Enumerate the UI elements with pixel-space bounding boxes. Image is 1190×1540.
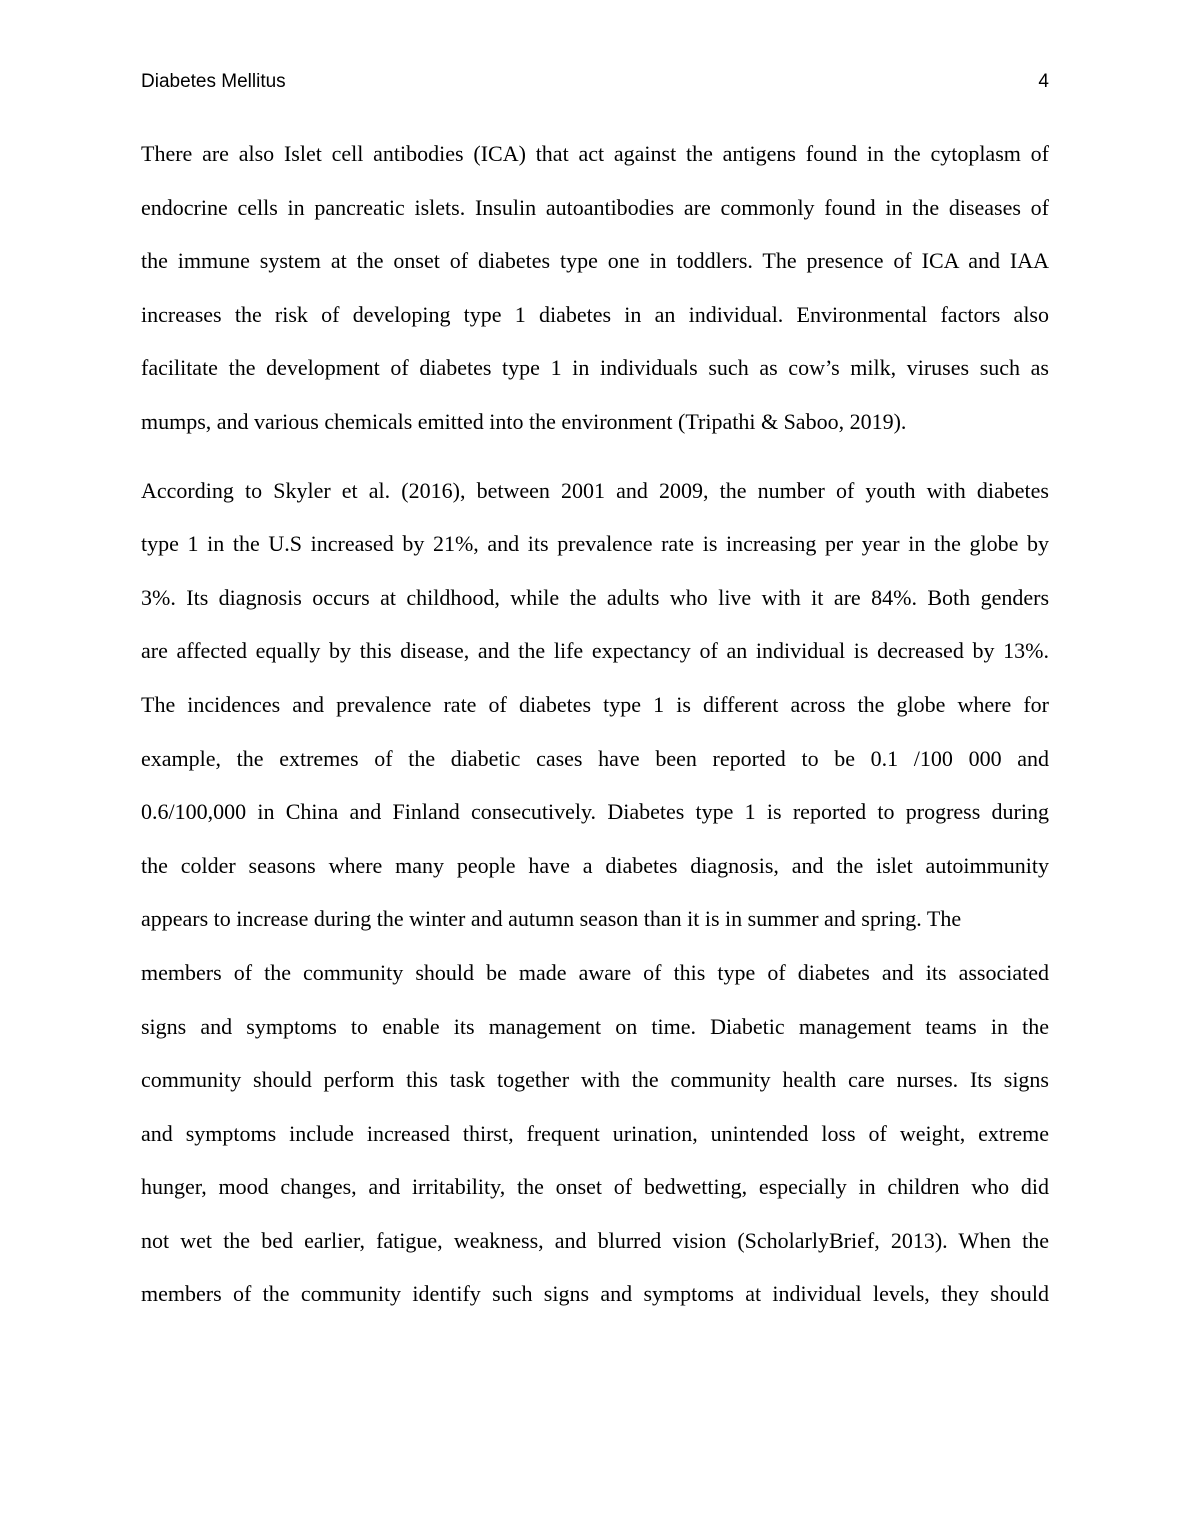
paragraph [141, 946, 1049, 1321]
text-line: and symptoms include increased thirst, frequent urination, unintended loss of weight, extreme [141, 1120, 1049, 1146]
text-line: members of the community identify such signs and symptoms at individual levels, they should [141, 1281, 1049, 1307]
paragraph [141, 127, 1049, 449]
text-line: 0.6/100,000 in China and Finland consecutively. Diabetes type 1 is reported to progress during [141, 799, 1049, 825]
text-line: members of the community should be made aware of this type of diabetes and its associated [141, 959, 1049, 985]
text-line: increases the risk of developing type 1 diabetes in an individual. Environmental factors also [141, 301, 1049, 327]
paragraph-spacer [141, 449, 1049, 464]
text-line: appears to increase during the winter and autumn season than it is in summer and spring. The [141, 906, 962, 932]
text-line: signs and symptoms to enable its management on time. Diabetic management teams in the [141, 1013, 1049, 1039]
text-line: are affected equally by this disease, and the life expectancy of an individual is decreased by 13%. [141, 638, 1049, 664]
text-line: type 1 in the U.S increased by 21%, and its prevalence rate is increasing per year in the globe by [141, 531, 1049, 557]
paragraph [141, 464, 1049, 946]
text-line: mumps, and various chemicals emitted into the environment (Tripathi & Saboo, 2019). [141, 408, 907, 434]
text-line: community should perform this task together with the community health care nurses. Its signs [141, 1067, 1049, 1093]
text-line: the immune system at the onset of diabetes type one in toddlers. The presence of ICA and IAA [141, 248, 1049, 274]
text-line: the colder seasons where many people have a diabetes diagnosis, and the islet autoimmunity [141, 852, 1049, 878]
text-line: According to Skyler et al. (2016), between 2001 and 2009, the number of youth with diabetes [141, 477, 1049, 503]
header-title: Diabetes Mellitus [141, 71, 286, 92]
text-line: The incidences and prevalence rate of diabetes type 1 is different across the globe where for [141, 691, 1049, 717]
text-line: hunger, mood changes, and irritability, the onset of bedwetting, especially in children who did [141, 1174, 1049, 1200]
text-line: example, the extremes of the diabetic cases have been reported to be 0.1 /100 000 and [141, 745, 1049, 771]
document-body [141, 127, 1049, 1321]
page-number: 4 [1038, 71, 1049, 92]
text-line: endocrine cells in pancreatic islets. Insulin autoantibodies are commonly found in the diseases of [141, 194, 1049, 220]
text-line: There are also Islet cell antibodies (ICA) that act against the antigens found in the cytoplasm of [141, 141, 1049, 166]
running-header [141, 71, 1049, 97]
text-line: facilitate the development of diabetes type 1 in individuals such as cow’s milk, viruses such as [141, 355, 1049, 381]
text-line: not wet the bed earlier, fatigue, weakness, and blurred vision (ScholarlyBrief, 2013). When the [141, 1227, 1049, 1253]
text-line: 3%. Its diagnosis occurs at childhood, while the adults who live with it are 84%. Both genders [141, 584, 1049, 610]
